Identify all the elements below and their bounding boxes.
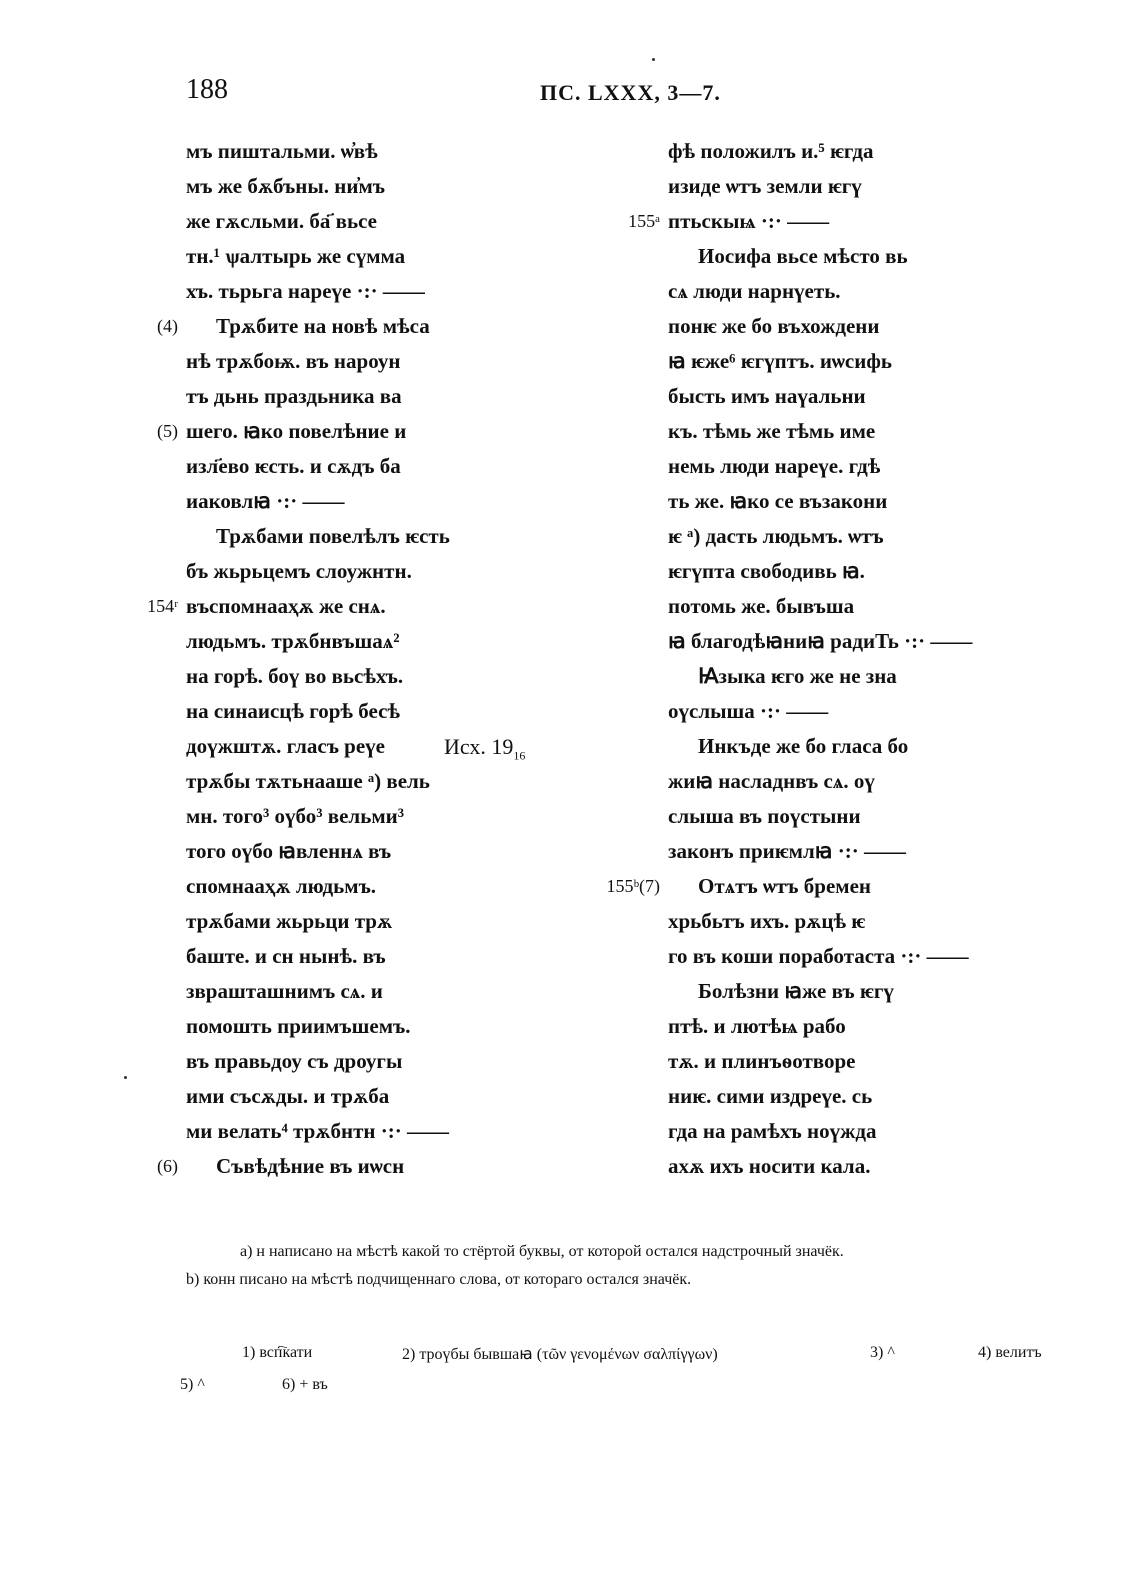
line-text: Трѫбите на новѣ мѣса: [216, 314, 430, 338]
footnote-b: b) конн писано на мѣстѣ подчищеннаго слова, от котораго остался значёк.: [186, 1271, 692, 1288]
line-text: тн.¹ ѱалтырь же сүмма: [186, 244, 406, 268]
text-line: [186, 1044, 656, 1079]
text-line: [186, 1079, 656, 1114]
right-text-column: [606, 134, 1108, 1184]
margin-note: 155ᵃ: [628, 211, 660, 231]
text-line: [668, 764, 1108, 799]
text-line: [668, 554, 1108, 589]
line-text: зврашташнимъ сѧ. и: [186, 979, 383, 1003]
line-text: баште. и сн нынѣ. въ: [186, 944, 386, 968]
line-text: тѫ. и плинъѳотворе: [668, 1049, 856, 1073]
running-head: ПС. LXXX, 3—7.: [540, 80, 721, 105]
ink-speck: [124, 1076, 127, 1079]
text-line: [668, 1079, 1108, 1114]
text-line: [668, 1114, 1108, 1149]
text-line: [668, 449, 1108, 484]
text-line: [668, 519, 1108, 554]
text-line: [668, 939, 1108, 974]
line-text: помошть приимъшемъ.: [186, 1014, 411, 1038]
text-line: [668, 729, 1108, 764]
line-text: мъ же бѫбъны. ни҆мъ: [186, 174, 386, 198]
text-line: [668, 274, 1108, 309]
ink-speck: [652, 58, 655, 61]
line-text: птьскыѩ ·:· ——: [668, 209, 830, 233]
line-text: нѣ трѫбоѭ. въ нароун: [186, 349, 401, 373]
line-text: мъ пиштальми. ѡ҆вѣ: [186, 139, 378, 163]
line-text: законъ приѥмлꙗ ·:· ——: [668, 839, 906, 863]
line-text: мн. того³ оүбо³ вельми³: [186, 804, 405, 828]
text-line: [186, 169, 656, 204]
text-line: [668, 1044, 1108, 1079]
line-text: спомнааҳѫ людьмъ.: [186, 874, 377, 898]
left-text-column: [147, 134, 656, 1184]
line-text: изл҃ево ѥсть. и сѫдъ ба: [186, 454, 401, 478]
line-text: Болѣзни ꙗже въ ѥгү: [698, 979, 894, 1003]
line-text: бысть имъ наүальни: [668, 384, 866, 408]
text-line: [606, 869, 1108, 904]
line-text: того оүбо ꙗвленнѧ въ: [186, 839, 392, 863]
text-line: [668, 799, 1108, 834]
text-line: [668, 904, 1108, 939]
variant-6: 6) + въ: [282, 1376, 328, 1393]
text-line: [668, 414, 1108, 449]
line-text: фѣ положилъ и.⁵ ѥгда: [668, 139, 874, 163]
line-text: на горѣ. боү во вьсѣхъ.: [186, 664, 404, 688]
text-line: [668, 1149, 1108, 1184]
line-text: изиде ѡтъ земли ѥгү: [668, 174, 862, 198]
text-line: [157, 1149, 656, 1184]
text-line: [186, 624, 656, 659]
line-text: ахѫ ихъ носити кала.: [668, 1154, 871, 1178]
text-line: [186, 939, 656, 974]
line-text: хъ. тьрьга нареүе ·:· ——: [186, 279, 425, 303]
line-text: ниѥ. сими издреүе. сь: [668, 1084, 873, 1108]
variant-4: 4) велитъ: [978, 1344, 1042, 1361]
text-line: [186, 764, 656, 799]
reference-text: Исх. 19: [444, 734, 514, 759]
line-text: Инкъде же бо гласа бо: [698, 734, 909, 758]
line-text: ть же. ꙗко се възакони: [668, 489, 888, 513]
line-text: иаковлꙗ ·:· ——: [186, 489, 345, 513]
text-line: [186, 1009, 656, 1044]
text-line: [668, 1009, 1108, 1044]
line-text: сѧ люди нарнүеть.: [668, 279, 841, 303]
margin-note: 154ʳ: [147, 596, 178, 616]
line-text: жиꙗ насладнвъ сѧ. оү: [668, 769, 875, 793]
text-line: [186, 799, 656, 834]
line-text: ꙗ ѥже⁶ ѥгүптъ. иѡсифь: [668, 349, 892, 373]
line-text: понѥ же бо въхождени: [668, 314, 880, 338]
line-text: ꙗ благодѣꙗниꙗ радиТь ·:· ——: [668, 629, 973, 653]
text-line: [186, 659, 656, 694]
text-line: [668, 239, 1108, 274]
line-text: ѥгүпта свободивь ꙗ.: [668, 559, 865, 583]
variant-readings: [180, 1344, 1066, 1408]
margin-note: (4): [157, 316, 178, 336]
margin-note: (5): [157, 421, 178, 441]
text-line: [186, 1114, 656, 1149]
line-text: Съвѣдѣние въ иѡсн: [216, 1154, 405, 1178]
variant-1: 1) всп҇кати: [242, 1344, 313, 1361]
text-line: [186, 729, 656, 764]
line-text: Иосифа вьсе мѣсто вь: [698, 244, 908, 268]
text-line: [186, 974, 656, 1009]
text-line: [186, 239, 656, 274]
line-text: Отѧтъ ѡтъ бремен: [698, 874, 871, 898]
line-text: бъ жьрьцемъ слоужнтн.: [186, 559, 412, 583]
text-line: [668, 169, 1108, 204]
line-text: хрьбьтъ ихъ. рѫцѣ ѥ: [668, 909, 866, 933]
line-text: потомь же. бывъша: [668, 594, 855, 618]
text-line: [628, 204, 1108, 239]
text-line: [668, 344, 1108, 379]
text-line: [186, 869, 656, 904]
text-line: [186, 274, 656, 309]
text-line: [668, 659, 1108, 694]
page-number: 188: [186, 74, 228, 105]
text-line: [186, 379, 656, 414]
text-line: [668, 589, 1108, 624]
text-line: [668, 974, 1108, 1009]
variant-2: 2) троүбы бывшаꙗ (τῶν γενομένων σαλπίγγων): [402, 1346, 718, 1363]
line-text: оүслыша ·:· ——: [668, 699, 829, 723]
text-line: [157, 309, 656, 344]
line-text: къ. тѣмь же тѣмь име: [668, 419, 876, 443]
line-text: тъ дьнь праздьника ва: [186, 384, 402, 408]
line-text: Ꙗзыка ѥго же не зна: [698, 664, 897, 688]
line-text: на синаисцѣ горѣ бесѣ: [186, 699, 401, 723]
text-line: [186, 344, 656, 379]
line-text: въ правьдоу съ дроугы: [186, 1049, 403, 1073]
text-line: [668, 134, 1108, 169]
text-line: [668, 834, 1108, 869]
text-line: [186, 834, 656, 869]
text-line: [668, 309, 1108, 344]
line-text: слыша въ поүстыни: [668, 804, 861, 828]
line-text: Трѫбами повелѣлъ ѥсть: [216, 524, 450, 548]
text-line: [186, 484, 656, 519]
line-text: же гѫсльми. ба҃ вьсе: [186, 209, 377, 233]
text-line: [186, 554, 656, 589]
line-text: ѥ ᵃ) дасть людьмъ. ѡтъ: [668, 524, 884, 548]
text-line: [157, 414, 656, 449]
line-text: немь люди нареүе. гдѣ: [668, 454, 881, 478]
line-text: доүжштѫ. гласъ реүе: [186, 734, 386, 758]
footnotes: [186, 1238, 1066, 1294]
text-line: [186, 904, 656, 939]
line-text: людьмъ. трѫбнвъшаѧ²: [186, 629, 400, 653]
text-line: [147, 589, 656, 624]
line-text: въспомнааҳѫ же снѧ.: [186, 594, 386, 618]
margin-note: (6): [157, 1156, 178, 1176]
line-text: трѫбы тѫтьнааше ᵃ) вель: [186, 769, 430, 793]
line-text: птѣ. и лютѣѩ рабо: [668, 1014, 846, 1038]
footnote-a: a) н написано на мѣстѣ какой то стёртой буквы, от которой остался надстрочный значёк.: [240, 1243, 844, 1260]
line-text: ми велать⁴ трѫбнтн ·:· ——: [186, 1119, 450, 1143]
text-line: [668, 484, 1108, 519]
text-line: [668, 624, 1108, 659]
text-line: [186, 519, 656, 554]
margin-note: 155ᵇ(7): [606, 876, 660, 896]
line-text: го въ коши поработаста ·:· ——: [668, 944, 969, 968]
line-text: шего. ꙗко повелѣние и: [186, 419, 407, 443]
variant-3: 3) ^: [870, 1344, 895, 1361]
variant-5: 5) ^: [180, 1376, 205, 1393]
line-text: трѫбами жьрьци трѫ: [186, 909, 393, 933]
line-text: гда на рамѣхъ ноүжда: [668, 1119, 877, 1143]
line-text: ими съсѫды. и трѫба: [186, 1084, 390, 1108]
text-line: [186, 449, 656, 484]
text-line: [668, 379, 1108, 414]
text-line: [668, 694, 1108, 729]
text-line: [186, 134, 656, 169]
text-line: [186, 204, 656, 239]
text-line: [186, 694, 656, 729]
reference-verse: 16: [513, 748, 526, 763]
